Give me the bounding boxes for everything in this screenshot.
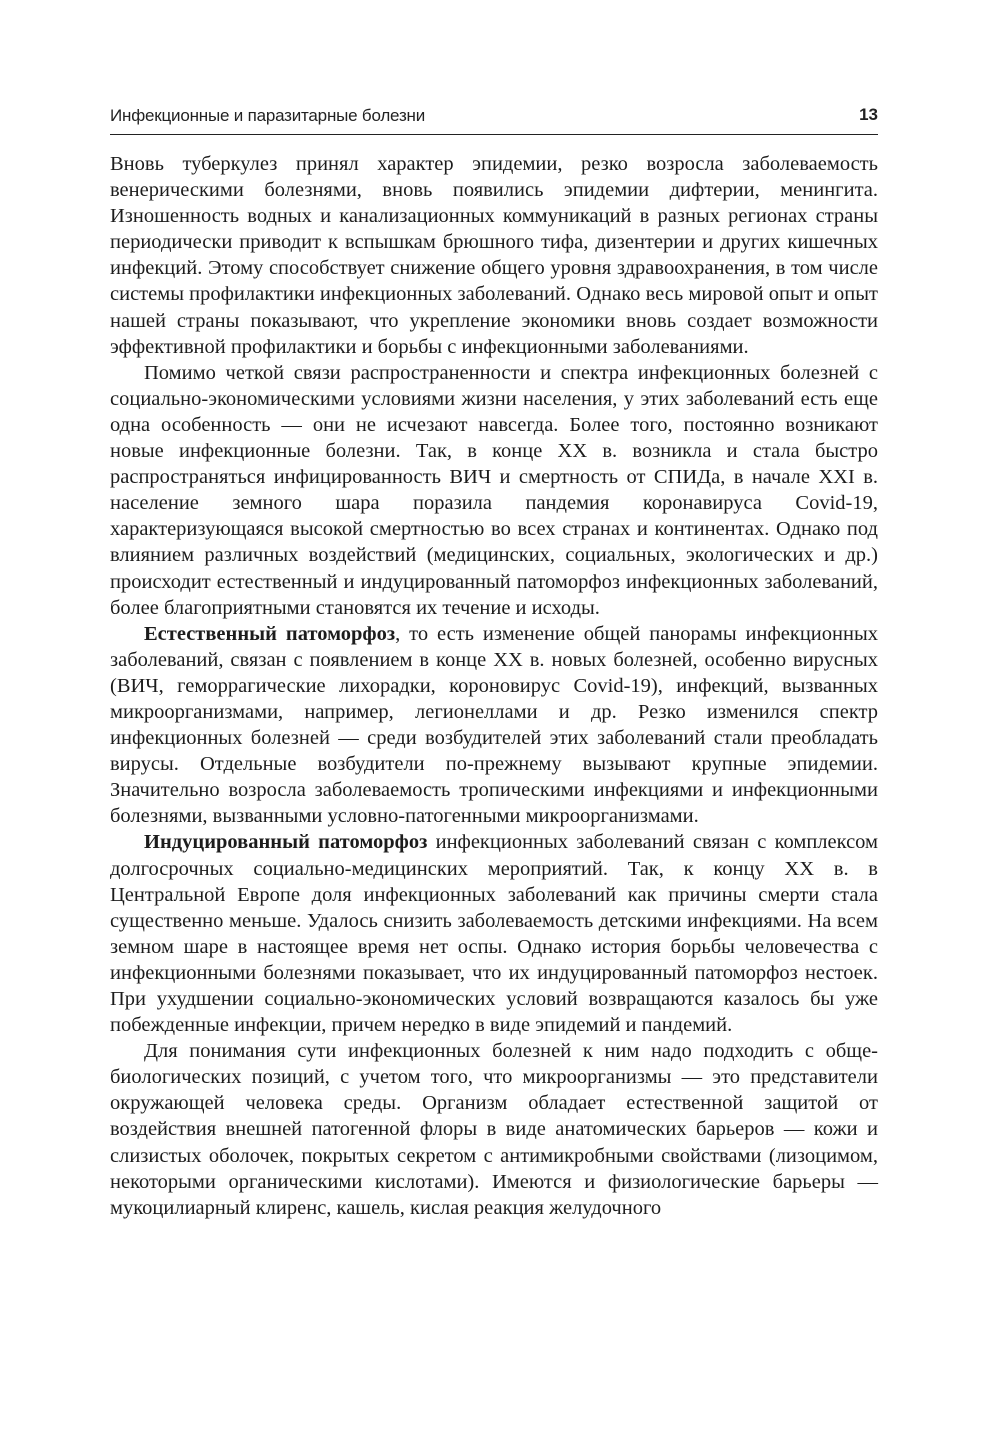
term-induced-pathomorphosis: Индуцированный патоморфоз — [144, 831, 428, 854]
paragraph-4 — [110, 829, 878, 1038]
running-title: Инфекционные и паразитарные болезни — [110, 106, 426, 125]
paragraph-1: Вновь туберкулез принял характер эпидемии, резко возросла заболеваемость венерическими болезнями, вновь появились эпидемии дифтерии, менингита. Изношенность водных и канализационных коммуникаций в разных регионах страны периодически приводит к вспышкам брюшного тифа, дизентерии и других кишечных инфекций. Этому способствует снижение общего уровня здравоохранения, в том числе системы профилактики инфекционных заболеваний. Однако весь мировой опыт и опыт нашей страны показывают, что укрепление экономики вновь создает возможности эффективной профилактики и борьбы с инфекционными заболеваниями. — [110, 153, 878, 358]
page-number: 13 — [859, 105, 878, 124]
paragraph-4-text: инфекционных заболеваний связан с комплексом долгосрочных социально-медицинских мероприятий. Так, к концу XX в. в Центральной Европе доля инфекционных заболеваний как причины смерти стала существенно меньше. Удалось снизить заболеваемость детскими инфекциями. На всем земном шаре в настоящее время нет оспы. Однако история борьбы человечества с инфекционными болезнями показывает, что их индуцированный патоморфоз нестоек. При ухудшении социально-экономических условий возвращаются казалось бы уже побежденные инфекции, причем нередко в виде эпидемий и пандемий. — [110, 831, 878, 1037]
running-header — [110, 102, 878, 135]
paragraph-3 — [110, 621, 878, 830]
paragraph-5: Для понимания сути инфекционных болезней к ним надо подходить с общебиологических позиций, с учетом того, что микроорганизмы — это представители окружающей человека среды. Организм обладает естественной защитой от воздействия внешней патогенной флоры в виде анатомических барьеров — кожи и слизистых оболочек, покрытых секретом с антимикробными свойствами (лизоцимом, некоторыми органическими кислотами). Имеются и физиологические барьеры — мукоцилиарный клиренс, кашель, кислая реакция желудочного — [110, 1040, 878, 1219]
paragraph-2: Помимо четкой связи распространенности и спектра инфекционных болезней с социально-экономическими условиями жизни населения, у этих заболеваний есть еще одна особенность — они не исчезают навсегда. Более того, постоянно возникают новые инфекционные болезни. Так, в конце XX в. возникла и стала быстро распространяться инфицированность ВИЧ и смертность от СПИДа, в начале XXI в. население земного шара поразила пандемия коронавируса Covid-19, характеризующаяся высокой смертностью во всех странах и континентах. Однако под влиянием различных воздействий (медицинских, социальных, экологических и др.) происходит естественный и индуцированный патоморфоз инфекционных заболеваний, более благоприятными становятся их течение и исходы. — [110, 361, 878, 619]
term-natural-pathomorphosis: Естественный патоморфоз — [144, 622, 396, 645]
paragraph-3-text: , то есть изменение общей панорамы инфекционных заболеваний, связан с появлением в конце XX в. новых болезней, особенно вирусных (ВИЧ, геморрагические лихорадки, короновирус Covid-19), инфекций, вызванных микроорганизмами, например, легионеллами и др. Резко изменился спектр инфекционных болезней — среди возбудителей этих заболеваний стали преобладать вирусы. Отдельные возбудители по-прежнему вызывают крупные эпидемии. Значительно возросла заболеваемость тропическими инфекциями и инфекционными болезнями, вызванными условно-патогенными микроорганизмами. — [110, 622, 878, 828]
body-text — [110, 151, 878, 1221]
